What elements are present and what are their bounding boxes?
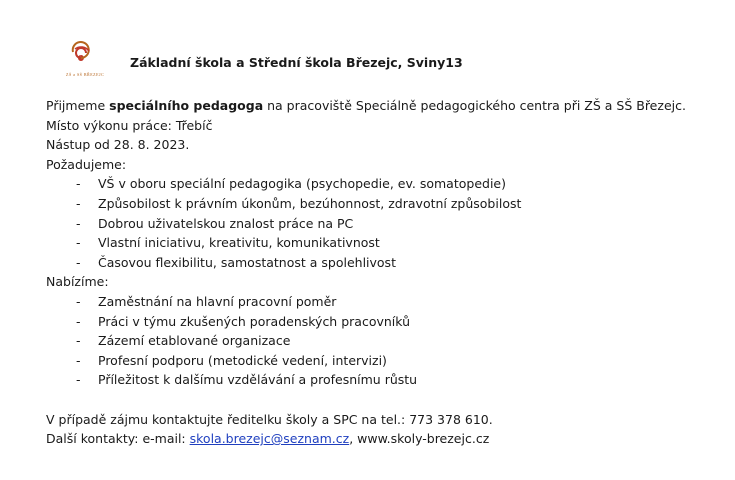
list-item [46, 370, 726, 390]
list-dash: - [76, 333, 81, 349]
logo-caption: ZŠ a SŠ BŘEZEJC [66, 72, 105, 77]
list-item [46, 351, 726, 371]
list-dash: - [76, 235, 81, 251]
intro-suffix: na pracoviště Speciálně pedagogického centra při ZŠ a SŠ Březejc. [263, 98, 686, 113]
list-item-text: Zaměstnání na hlavní pracovní poměr [98, 293, 337, 309]
requirements-list [46, 174, 726, 272]
intro-prefix: Přijmeme [46, 98, 110, 113]
list-item-text: Zázemí etablované organizace [98, 333, 291, 349]
list-item [46, 194, 726, 214]
start-date-line: Nástup od 28. 8. 2023. [46, 137, 190, 153]
list-item-text: Časovou flexibilitu, samostatnost a spolehlivost [98, 254, 396, 270]
blank-line [46, 390, 726, 410]
contact-prefix: Další kontakty: e-mail: [46, 431, 190, 447]
requirements-heading: Požadujeme: [46, 156, 127, 172]
list-item [46, 233, 726, 253]
posting-body [46, 96, 726, 449]
list-item [46, 331, 726, 351]
list-item [46, 174, 726, 194]
document-header [66, 44, 706, 84]
list-dash: - [76, 372, 81, 388]
list-item-text: VŠ v oboru speciální pedagogika (psychopedie, ev. somatopedie) [98, 176, 506, 192]
list-dash: - [76, 352, 81, 368]
school-spiral-logo-icon [66, 44, 105, 80]
list-item-text: Dobrou uživatelskou znalost práce na PC [98, 215, 354, 231]
list-item-text: Příležitost k dalšímu vzdělávání a profesnímu růstu [98, 372, 418, 388]
list-dash: - [76, 254, 81, 270]
contact-website: , www.skoly-brezejc.cz [349, 431, 490, 447]
list-item [46, 292, 726, 312]
position-title: speciálního pedagoga [109, 98, 264, 113]
list-item [46, 312, 726, 332]
list-item-text: Práci v týmu zkušených poradenských pracovníků [98, 313, 411, 329]
list-item [46, 253, 726, 273]
list-item-text: Profesní podporu (metodické vedení, intervizi) [98, 352, 387, 368]
list-dash: - [76, 293, 81, 309]
email-link[interactable]: skola.brezejc@seznam.cz [189, 431, 350, 447]
list-dash: - [76, 195, 81, 211]
list-dash: - [76, 313, 81, 329]
contact-email-line [46, 429, 726, 449]
workplace-line: Místo výkonu práce: Třebíč [46, 117, 213, 133]
offers-heading: Nabízíme: [46, 274, 109, 290]
contact-phone-line: V případě zájmu kontaktujte ředitelku školy a SPC na tel.: 773 378 610. [46, 411, 493, 427]
school-name: Základní škola a Střední škola Březejc, Sviny13 [130, 55, 463, 70]
list-item [46, 214, 726, 234]
list-dash: - [76, 215, 81, 231]
offers-list [46, 292, 726, 390]
list-item-text: Způsobilost k právním úkonům, bezúhonnost, zdravotní způsobilost [98, 195, 522, 211]
list-dash: - [76, 176, 81, 192]
list-item-text: Vlastní iniciativu, kreativitu, komunikativnost [98, 235, 380, 251]
intro-line [46, 96, 726, 116]
